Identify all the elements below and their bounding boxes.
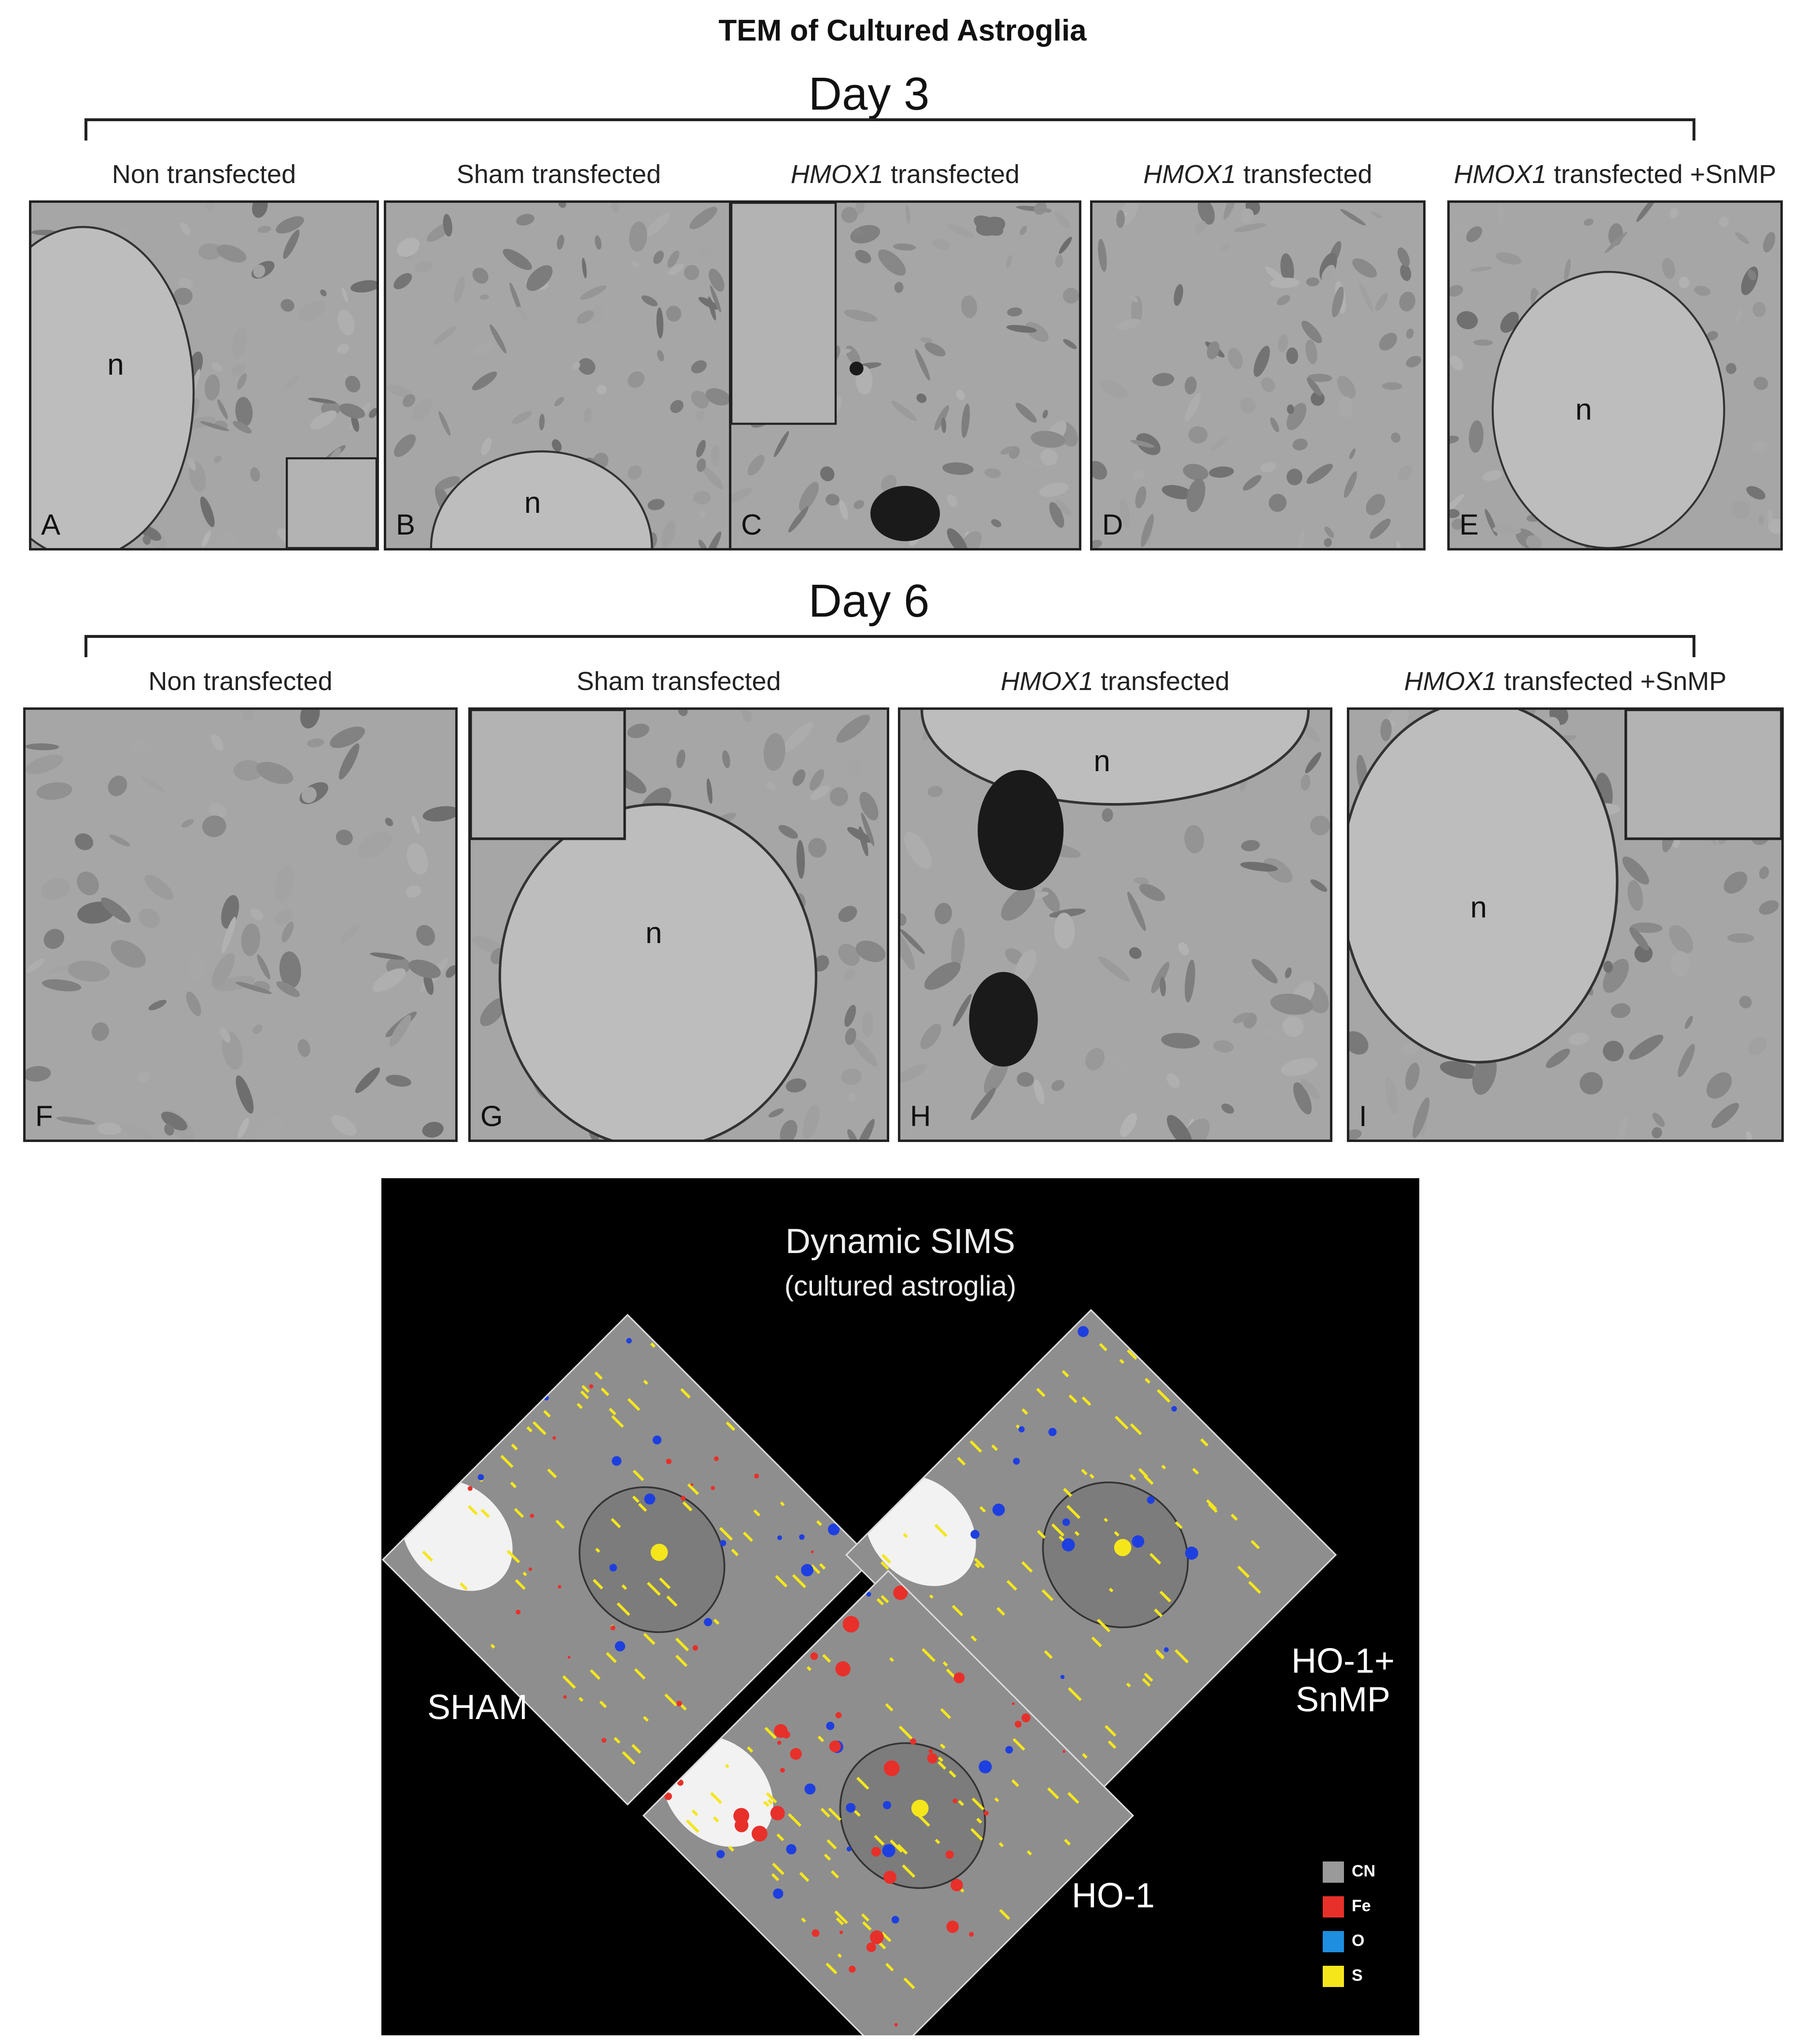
panel-label-text: Non transfected xyxy=(148,667,333,696)
panel-label-gene: HMOX1 xyxy=(1143,160,1236,189)
legend-label: CN xyxy=(1352,1861,1376,1880)
panel-label-text: Sham transfected xyxy=(576,667,781,696)
day3-heading: Day 3 xyxy=(808,68,930,120)
legend-label: Fe xyxy=(1352,1896,1371,1915)
day6-panel-label-g xyxy=(449,666,909,696)
sims-subtitle: (cultured astroglia) xyxy=(784,1270,1017,1302)
sims-label-ho1-snmp-line1: HO-1+ xyxy=(1291,1642,1395,1680)
legend-swatch xyxy=(1323,1896,1344,1917)
sims-label-ho1-snmp xyxy=(1291,1642,1395,1719)
nucleus-marker: n xyxy=(1093,745,1110,778)
panel-letter: H xyxy=(910,1100,931,1132)
day6-heading: Day 6 xyxy=(808,575,930,627)
panel-letter: G xyxy=(480,1100,503,1132)
panel-letter: I xyxy=(1359,1100,1367,1132)
day6-panel-g xyxy=(468,707,889,1142)
tem-micrograph xyxy=(1092,203,1423,548)
day3-panel-d xyxy=(1090,200,1426,550)
day6-bracket xyxy=(84,635,1695,657)
panel-label-gene: HMOX1 xyxy=(1454,160,1547,189)
tem-micrograph xyxy=(1349,710,1781,1140)
tem-micrograph xyxy=(31,203,377,548)
day6-panel-label-i xyxy=(1328,666,1803,696)
panel-label-text: Sham transfected xyxy=(456,160,661,189)
panel-label-text: transfected +SnMP xyxy=(1497,667,1727,696)
panel-letter: E xyxy=(1459,508,1479,541)
nucleus-marker: n xyxy=(1575,393,1592,427)
panel-label-gene: HMOX1 xyxy=(1404,667,1497,696)
legend-item-o xyxy=(1323,1931,1364,1952)
tem-micrograph xyxy=(1450,203,1780,548)
panel-letter: B xyxy=(396,508,416,541)
nucleus-marker: n xyxy=(645,916,662,950)
panel-letter: A xyxy=(41,508,61,541)
day6-panel-f xyxy=(23,707,458,1142)
legend-swatch xyxy=(1323,1861,1344,1883)
nucleus-marker: n xyxy=(107,348,124,382)
day6-panel-i xyxy=(1347,707,1784,1142)
sims-title: Dynamic SIMS xyxy=(785,1222,1016,1261)
day6-panel-label-f xyxy=(4,666,477,696)
day3-panel-e xyxy=(1447,200,1783,550)
day3-panel-label-a xyxy=(10,159,398,189)
panel-label-text: transfected +SnMP xyxy=(1546,160,1777,189)
nucleus-marker: n xyxy=(524,486,541,520)
day3-panel-c xyxy=(729,200,1081,550)
sims-label-ho1-snmp-line2: SnMP xyxy=(1296,1680,1391,1719)
tem-micrograph xyxy=(471,710,887,1140)
legend-label: S xyxy=(1352,1966,1363,1985)
sims-panel xyxy=(381,1178,1419,2035)
panel-label-text: transfected xyxy=(1236,160,1372,189)
panel-label-gene: HMOX1 xyxy=(790,160,883,189)
legend-swatch xyxy=(1323,1931,1344,1952)
figure-title: TEM of Cultured Astroglia xyxy=(718,14,1087,47)
legend-label: O xyxy=(1352,1931,1365,1950)
legend-item-s xyxy=(1323,1966,1363,1987)
legend-swatch xyxy=(1323,1966,1344,1987)
day3-bracket xyxy=(84,118,1695,141)
day3-panel-label-c xyxy=(710,159,1101,189)
day3-panel-label-e xyxy=(1428,159,1802,189)
day3-panel-label-b xyxy=(364,159,753,189)
day6-panel-label-h xyxy=(879,666,1352,696)
panel-label-text: transfected xyxy=(1093,667,1230,696)
day3-panel-b xyxy=(384,200,734,550)
tem-micrograph xyxy=(26,710,455,1140)
panel-label-gene: HMOX1 xyxy=(1000,667,1093,696)
sims-label-sham: SHAM xyxy=(427,1688,528,1727)
panel-letter: D xyxy=(1102,508,1123,541)
day6-panel-h xyxy=(898,707,1332,1142)
tem-micrograph xyxy=(731,203,1079,548)
tem-micrograph xyxy=(386,203,731,548)
legend-item-fe xyxy=(1323,1896,1371,1917)
panel-letter: F xyxy=(35,1100,53,1132)
sims-label-ho1: HO-1 xyxy=(1072,1876,1155,1915)
panel-label-text: transfected xyxy=(883,160,1020,189)
tem-micrograph xyxy=(900,710,1330,1140)
day3-panel-a xyxy=(29,200,379,550)
panel-label-text: Non transfected xyxy=(112,160,296,189)
day3-panel-label-d xyxy=(1071,159,1445,189)
panel-letter: C xyxy=(741,508,762,541)
nucleus-marker: n xyxy=(1470,890,1487,924)
legend-item-cn xyxy=(1323,1861,1375,1883)
